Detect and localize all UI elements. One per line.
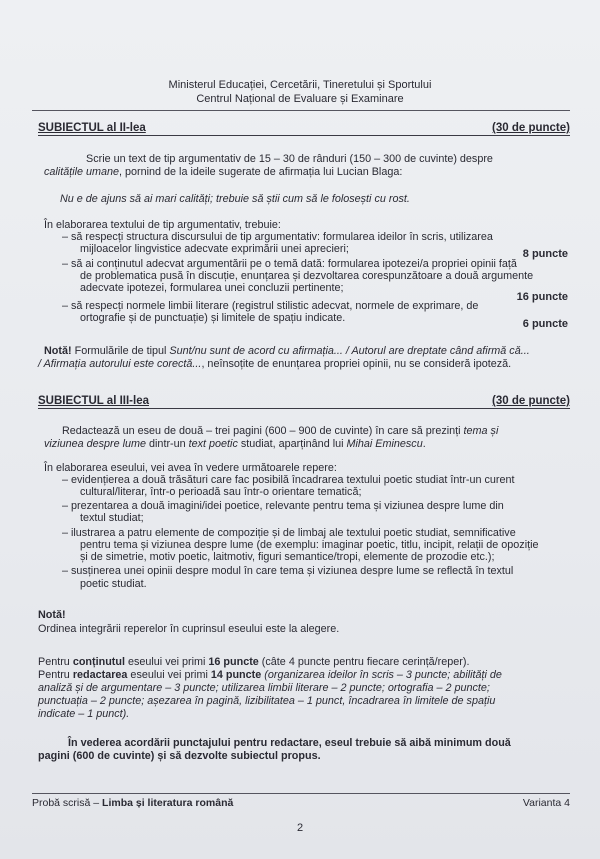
s3-style-line1: Pentru redactarea eseului vei primi 14 puncte (organizarea ideilor în scris – 3 puncte; abilități de <box>38 669 502 681</box>
section-2-title: SUBIECTUL al II-lea <box>38 122 146 134</box>
s3-item3-line1: – ilustrarea a patru elemente de compoziție și de limbaj ale textului poetic studiat, semnificative <box>62 527 516 539</box>
footer-left: Probă scrisă – Limba și literatura română <box>32 797 234 809</box>
footer-divider <box>32 793 570 794</box>
s3-style-line4: indicate – 1 punct). <box>38 708 130 720</box>
s3-item4-line1: – susținerea unei opinii despre modul în care tema și viziunea despre lume se reflectă în textul <box>62 565 514 577</box>
s3-style-line2: analiză și de argumentare – 3 puncte; utilizarea limbii literare – 2 puncte; ortografia – 2 puncte; <box>38 682 490 694</box>
s2-req1-line2: mijloacelor lingvistice adecvate exprimării unei aprecieri; <box>80 243 349 255</box>
s2-quote: Nu e de ajuns să ai mari calități; trebuie să știi cum să le folosești cu rost. <box>60 193 410 205</box>
page-number: 2 <box>296 822 304 834</box>
section-3-points: (30 de puncte) <box>492 395 570 407</box>
s3-note-label: Notă! <box>38 609 66 621</box>
s3-item2-line1: – prezentarea a două imagini/idei poetice, relevante pentru tema și viziunea despre lume din <box>62 500 504 512</box>
s3-task-line2: viziunea despre lume dintr-un text poetic studiat, aparținând lui Mihai Eminescu. <box>44 438 426 450</box>
section-2-underline <box>38 135 570 136</box>
section-3-underline <box>38 408 570 409</box>
s2-req3-line1: – să respecți normele limbii literare (registrul stilistic adecvat, normele de exprimare, de <box>62 300 479 312</box>
s3-note-text: Ordinea integrării reperelor în cuprinsul eseului este la alegere. <box>38 623 340 635</box>
footer <box>32 797 570 809</box>
s3-final-line1: În vederea acordării punctajului pentru redactare, eseul trebuie să aibă minimum două <box>68 737 511 749</box>
s2-req3-points: 6 puncte <box>522 318 568 330</box>
s2-req1-line1: – să respecți structura discursului de tip argumentativ: formularea ideilor în scris, utilizarea <box>62 231 493 243</box>
header-divider <box>32 110 570 111</box>
s3-final-line2: pagini (600 de cuvinte) și să dezvolte subiectul propus. <box>38 750 321 762</box>
s2-req3-line2: ortografie și de punctuație) și limitele de spațiu indicate. <box>80 312 346 324</box>
s3-item2-line2: textul studiat; <box>80 512 144 524</box>
s3-intro: În elaborarea eseului, vei avea în vedere următoarele repere: <box>44 462 337 474</box>
s2-intro: În elaborarea textului de tip argumentativ, trebuie: <box>44 219 281 231</box>
s2-req1-points: 8 puncte <box>522 248 568 260</box>
s2-note-line1: Notă! Formulările de tipul Sunt/nu sunt de acord cu afirmația... / Autorul are dreptate când afirmă că... <box>44 345 530 357</box>
center-name: Centrul Național de Evaluare și Examinare <box>196 93 404 105</box>
s3-style-line3: punctuația – 2 puncte; așezarea în pagină, lizibilitatea – 1 punct, încadrarea în limitele de spațiu <box>38 695 496 707</box>
s2-task-line2: calitățile umane, pornind de la ideile sugerate de afirmația lui Lucian Blaga: <box>44 166 403 178</box>
s3-content-line: Pentru conținutul eseului vei primi 16 puncte (câte 4 puncte pentru fiecare cerință/reper). <box>38 656 470 668</box>
s2-req2-line2: de problematica pusă în discuție, enunțarea și dezvoltarea corespunzătoare a două argumente <box>80 270 534 282</box>
s3-item3-line3: și de simetrie, motiv poetic, laitmotiv, figuri semantice/tropi, elemente de prozodie etc.); <box>80 551 495 563</box>
s3-item4-line2: poetic studiat. <box>80 578 147 590</box>
s3-item1-line2: cultural/literar, într-o perioadă sau într-o orientare tematică; <box>80 486 362 498</box>
s2-note-line2: / Afirmația autorului este corectă..., neînsoțite de enunțarea propriei opinii, nu se consideră ipoteză. <box>38 358 512 370</box>
section-3-title: SUBIECTUL al III-lea <box>38 395 149 407</box>
ministry-name: Ministerul Educației, Cercetării, Tineretului și Sportului <box>168 79 432 91</box>
footer-variant: Varianta 4 <box>522 797 570 809</box>
section-2-points: (30 de puncte) <box>492 122 570 134</box>
s3-item1-line1: – evidențierea a două trăsături care fac posibilă încadrarea textului poetic studiat într-un curent <box>62 474 515 486</box>
s3-task-line1: Redactează un eseu de două – trei pagini (600 – 900 de cuvinte) în care să prezinți tema și <box>62 425 499 437</box>
s2-req2-line3: adecvate ipotezei, formularea unei concluzii pertinente; <box>80 282 344 294</box>
s2-task-line1: Scrie un text de tip argumentativ de 15 – 30 de rânduri (150 – 300 de cuvinte) despre <box>86 153 493 165</box>
s2-req2-line1: – să ai conținutul adecvat argumentării pe o temă dată: formularea ipotezei/a propriei opinii față <box>62 258 517 270</box>
s3-item3-line2: pentru tema și viziunea despre lume (de exemplu: imaginar poetic, titlu, incipit, relații de opoziție <box>80 539 539 551</box>
s2-req2-points: 16 puncte <box>516 291 568 303</box>
